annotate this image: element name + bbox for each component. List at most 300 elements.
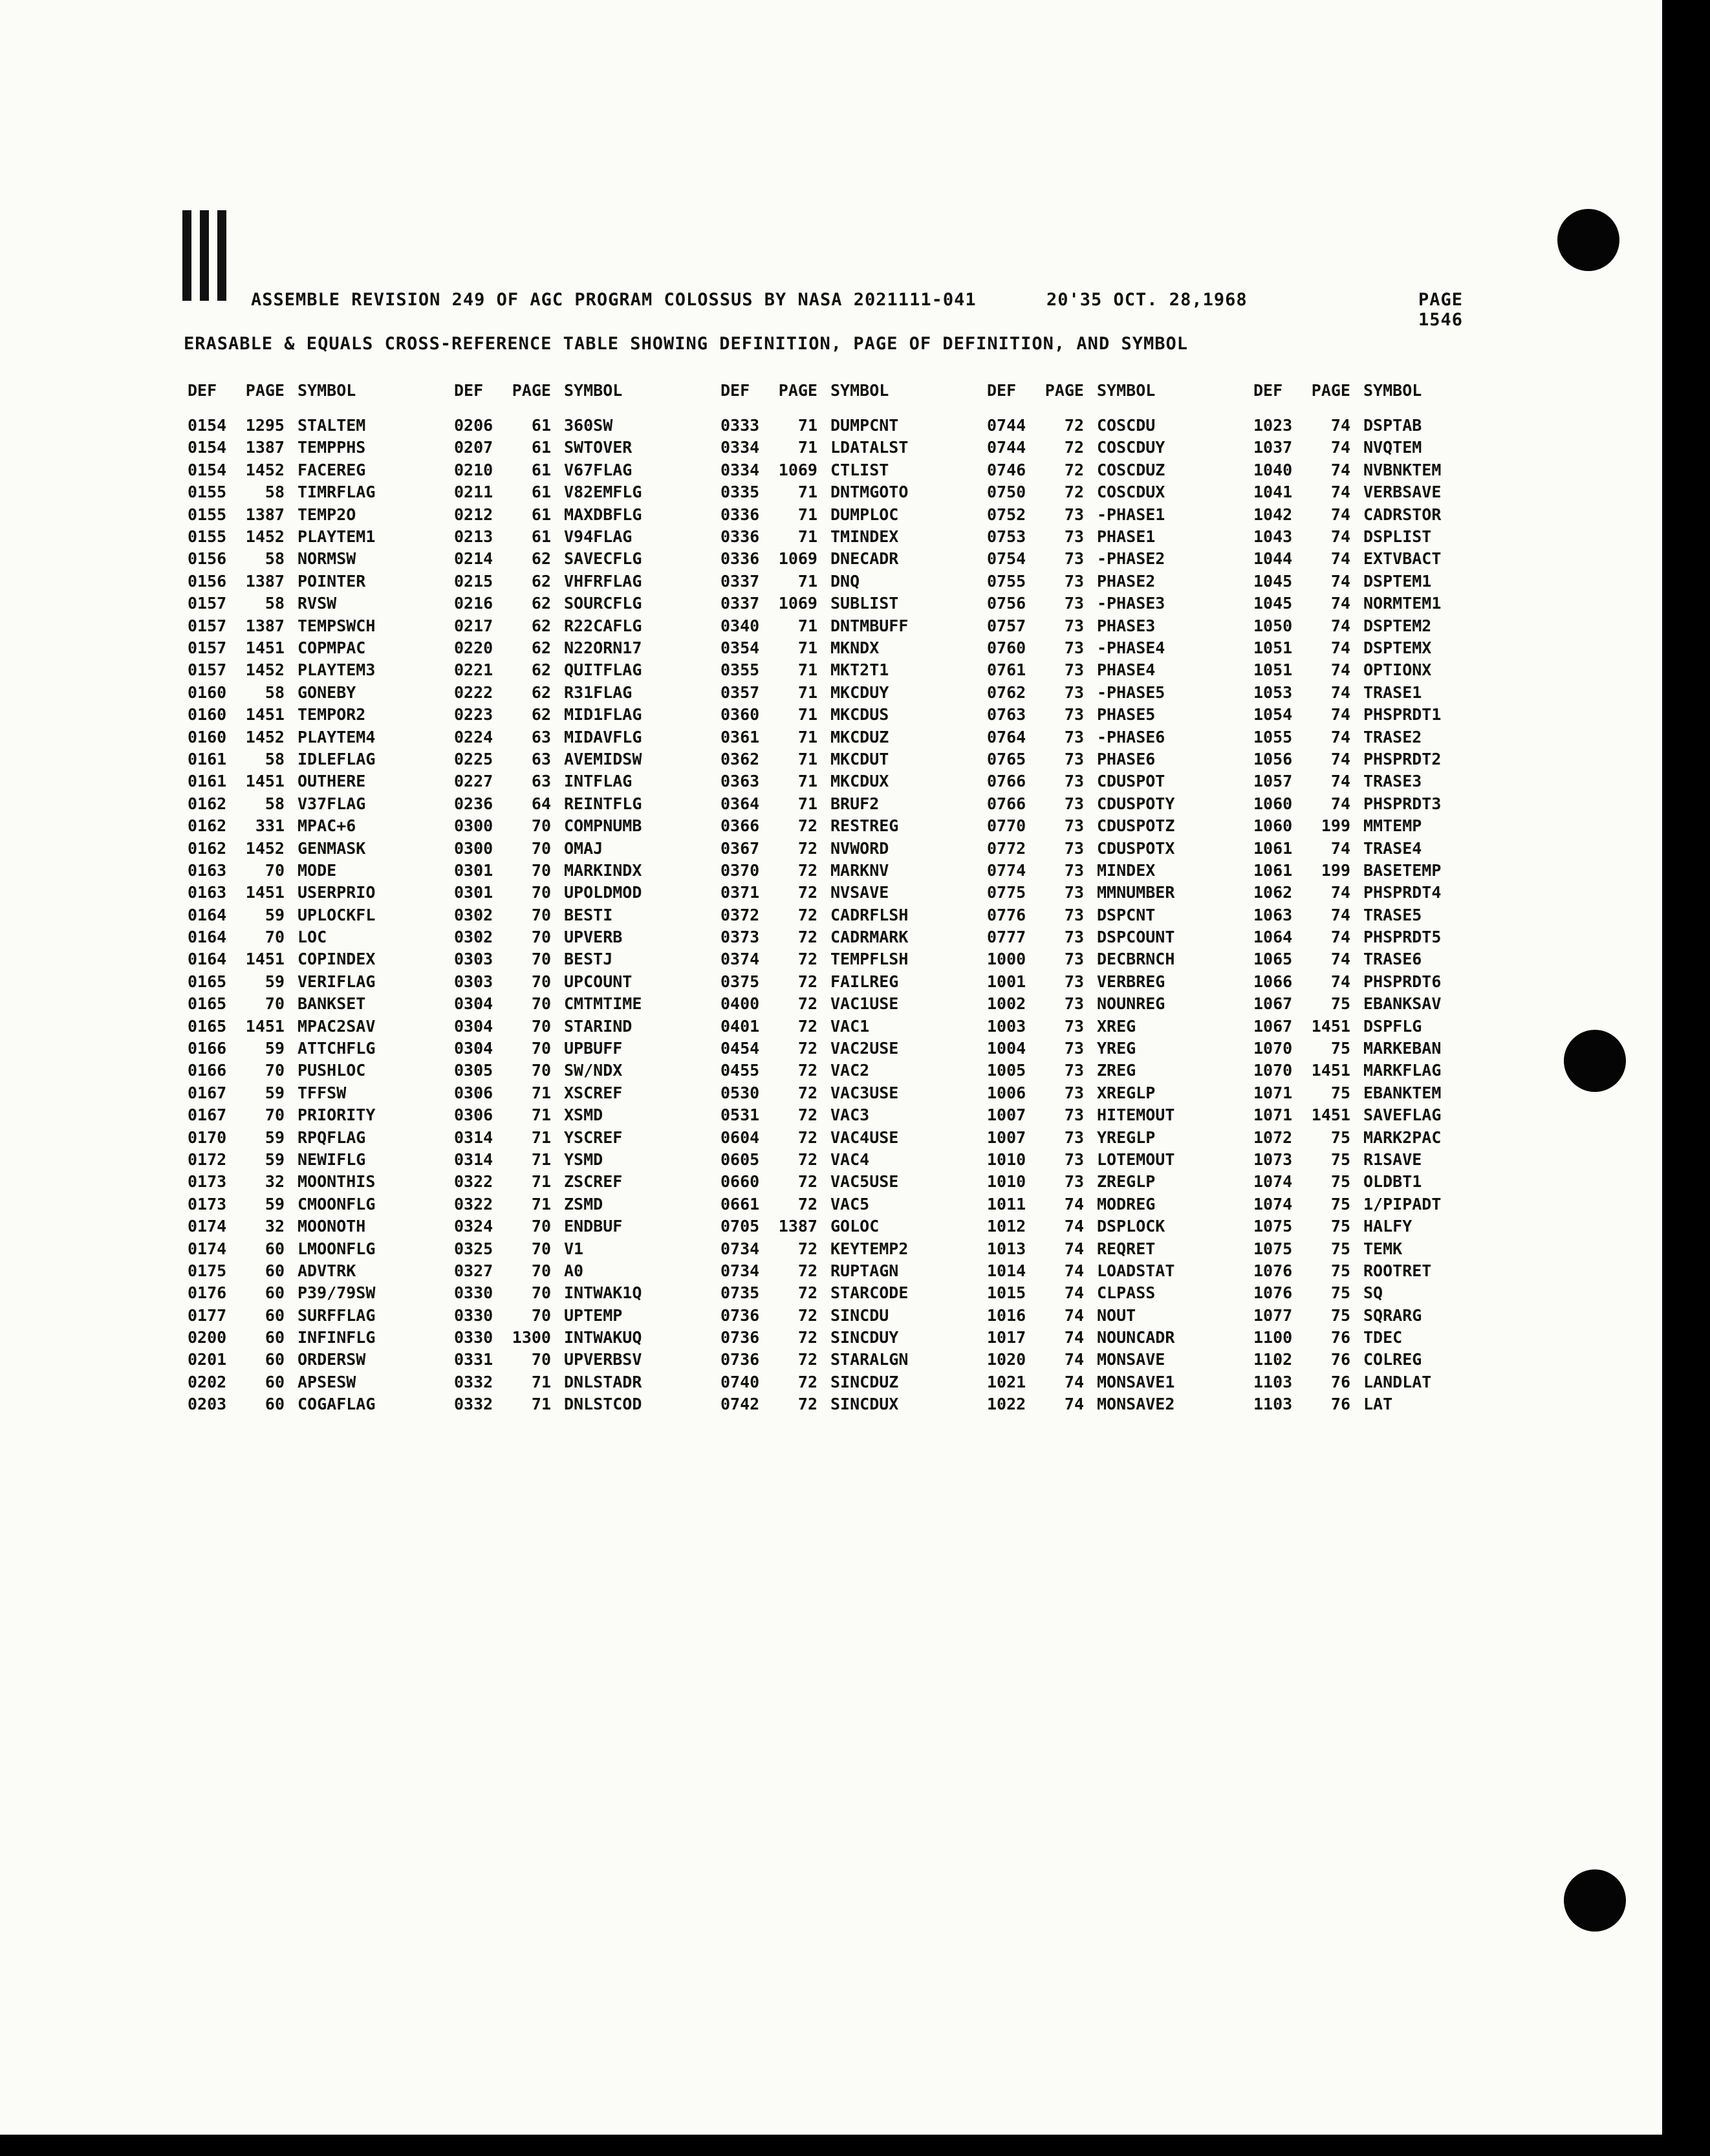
symbol-cell: TEMPPHS [298, 438, 366, 457]
def-cell: 0157 [188, 616, 227, 635]
table-row [1253, 503, 1520, 525]
def-cell: 0755 [987, 571, 1026, 591]
table-row [454, 1282, 720, 1304]
def-cell: 0354 [720, 638, 760, 657]
page-cell: 74 [1064, 1239, 1084, 1258]
symbol-cell: ATTCHFLG [298, 1039, 376, 1058]
page-cell: 72 [797, 994, 817, 1014]
page-cell: 73 [1064, 571, 1084, 591]
page-cell: 73 [1064, 860, 1084, 880]
page-cell: 63 [531, 772, 551, 791]
def-cell: 0762 [987, 682, 1026, 702]
symbol-cell: DSPTEM1 [1363, 571, 1432, 591]
table-row [454, 770, 720, 792]
def-cell: 0374 [720, 950, 760, 969]
page-cell: 72 [797, 1372, 817, 1391]
table-row [1253, 837, 1520, 859]
def-cell: 0165 [188, 972, 227, 991]
table-row [454, 414, 720, 436]
page-cell: 72 [797, 860, 817, 880]
def-cell: 0306 [454, 1083, 493, 1102]
page-cell: 62 [531, 594, 551, 613]
symbol-cell: ADVTRK [298, 1261, 356, 1280]
symbol-cell: BRUF2 [830, 794, 880, 813]
table-row [188, 570, 454, 592]
table-row [987, 1060, 1253, 1082]
page-cell: 75 [1330, 1149, 1350, 1169]
bar-mark [217, 210, 226, 301]
symbol-cell: PHSPRDT1 [1363, 705, 1442, 724]
table-row [987, 1037, 1253, 1059]
table-row [987, 882, 1253, 904]
page-cell: 59 [265, 905, 285, 924]
page-cell: 62 [531, 571, 551, 591]
def-cell: 0763 [987, 705, 1026, 724]
page-cell: 1452 [245, 838, 285, 858]
def-cell: 0163 [188, 860, 227, 880]
def-cell: 0202 [188, 1372, 227, 1391]
page-cell: 70 [531, 994, 551, 1014]
symbol-cell: PHASE6 [1097, 749, 1156, 768]
symbol-cell: CTLIST [830, 460, 889, 479]
bar-mark [182, 210, 191, 301]
def-cell: 0367 [720, 838, 760, 858]
symbol-cell: FAILREG [830, 972, 899, 991]
symbol-header: SYMBOL [830, 380, 889, 400]
def-cell: 0736 [720, 1328, 760, 1347]
table-row [1253, 615, 1520, 637]
table-row [1253, 1037, 1520, 1059]
symbol-cell: DSPTEM2 [1363, 616, 1432, 635]
table-row [1253, 1215, 1520, 1237]
symbol-cell: FACEREG [298, 460, 366, 479]
page-cell: 62 [531, 660, 551, 680]
page-cell: 76 [1330, 1350, 1350, 1369]
symbol-cell: PHASE4 [1097, 660, 1156, 680]
def-cell: 0162 [188, 794, 227, 813]
table-row [987, 437, 1253, 459]
def-cell: 0750 [987, 483, 1026, 502]
table-row [188, 1015, 454, 1037]
symbol-cell: APSESW [298, 1372, 356, 1391]
def-cell: 1067 [1253, 1016, 1293, 1036]
symbol-cell: LOADSTAT [1097, 1261, 1175, 1280]
symbol-cell: LOC [298, 928, 327, 947]
symbol-cell: NOUT [1097, 1305, 1136, 1325]
symbol-cell: YSMD [564, 1149, 603, 1169]
symbol-cell: REQRET [1097, 1239, 1156, 1258]
def-cell: 0221 [454, 660, 493, 680]
page-cell: 73 [1064, 883, 1084, 902]
def-cell: 0370 [720, 860, 760, 880]
def-cell: 1062 [1253, 883, 1293, 902]
symbol-cell: SQ [1363, 1283, 1383, 1303]
def-cell: 0531 [720, 1105, 760, 1125]
symbol-cell: ZSCREF [564, 1172, 623, 1192]
table-row [454, 748, 720, 770]
symbol-cell: BESTI [564, 905, 613, 924]
def-cell: 1060 [1253, 794, 1293, 813]
page-cell: 32 [265, 1217, 285, 1236]
page-cell: 71 [531, 1105, 551, 1125]
symbol-cell: KEYTEMP2 [830, 1239, 909, 1258]
symbol-cell: USERPRIO [298, 883, 376, 902]
page-cell: 72 [797, 838, 817, 858]
table-column [454, 379, 720, 1415]
def-cell: 0660 [720, 1172, 760, 1192]
page-header [251, 290, 1519, 330]
def-cell: 0304 [454, 994, 493, 1014]
page-cell: 61 [531, 505, 551, 524]
def-cell: 0301 [454, 883, 493, 902]
symbol-cell: COPMPAC [298, 638, 366, 657]
page-cell: 71 [797, 705, 817, 724]
symbol-cell: PUSHLOC [298, 1061, 366, 1080]
page-cell: 1451 [1311, 1105, 1350, 1125]
page-cell: 59 [265, 1194, 285, 1214]
table-row [987, 1148, 1253, 1170]
symbol-cell: SINCDU [830, 1305, 889, 1325]
def-cell: 0754 [987, 549, 1026, 569]
symbol-cell: UPVERB [564, 928, 623, 947]
page-cell: 71 [797, 638, 817, 657]
def-cell: 1070 [1253, 1039, 1293, 1058]
symbol-cell: V67FLAG [564, 460, 633, 479]
symbol-cell: PRIORITY [298, 1105, 376, 1125]
symbol-cell: N22ORN17 [564, 638, 642, 657]
symbol-cell: COGAFLAG [298, 1395, 376, 1414]
symbol-header: SYMBOL [298, 380, 356, 400]
page-cell: 74 [1330, 483, 1350, 502]
def-cell: 0164 [188, 928, 227, 947]
symbol-cell: INTWAK1Q [564, 1283, 642, 1303]
symbol-cell: INTFLAG [564, 772, 633, 791]
symbol-cell: COSCDU [1097, 416, 1156, 435]
table-row [454, 993, 720, 1015]
symbol-cell: DNTMBUFF [830, 616, 909, 635]
table-row [720, 593, 987, 615]
def-cell: 0213 [454, 527, 493, 547]
table-row [987, 859, 1253, 881]
page-cell: 74 [1330, 616, 1350, 635]
table-row [454, 792, 720, 814]
table-row [454, 548, 720, 570]
def-cell: 0734 [720, 1239, 760, 1258]
table-row [188, 659, 454, 681]
table-row [188, 926, 454, 948]
page-cell: 73 [1064, 505, 1084, 524]
page-cell: 70 [531, 1283, 551, 1303]
symbol-cell: COLREG [1363, 1350, 1422, 1369]
page-cell: 1387 [245, 505, 285, 524]
table-row [720, 1060, 987, 1082]
symbol-cell: VAC4 [830, 1149, 870, 1169]
symbol-cell: NVSAVE [830, 883, 889, 902]
table-row [188, 904, 454, 926]
table-row [1253, 726, 1520, 748]
table-row [720, 1304, 987, 1326]
page-cell: 59 [265, 1039, 285, 1058]
symbol-cell: XSCREF [564, 1083, 623, 1102]
def-cell: 1064 [1253, 928, 1293, 947]
table-row [454, 1349, 720, 1371]
symbol-cell: TRASE2 [1363, 727, 1422, 746]
symbol-cell: HITEMOUT [1097, 1105, 1175, 1125]
symbol-cell: LOTEMOUT [1097, 1149, 1175, 1169]
table-row [1253, 1104, 1520, 1126]
symbol-cell: 1/PIPADT [1363, 1194, 1442, 1214]
def-cell: 0172 [188, 1149, 227, 1169]
assembly-line: ASSEMBLE REVISION 249 OF AGC PROGRAM COLOSSUS BY NASA 2021111-041 [251, 290, 977, 310]
symbol-cell: DNECADR [830, 549, 899, 569]
page-cell: 73 [1064, 1149, 1084, 1169]
symbol-cell: CLPASS [1097, 1283, 1156, 1303]
column-header [1253, 379, 1520, 401]
symbol-cell: HALFY [1363, 1217, 1412, 1236]
page-cell: 59 [265, 1149, 285, 1169]
table-row [454, 1082, 720, 1104]
page-cell: 60 [265, 1328, 285, 1347]
page-cell: 72 [797, 1261, 817, 1280]
page-cell: 58 [265, 794, 285, 813]
def-cell: 1022 [987, 1395, 1026, 1414]
symbol-cell: NOUNREG [1097, 994, 1165, 1014]
table-row [188, 1060, 454, 1082]
symbol-cell: TEMP2O [298, 505, 356, 524]
symbol-cell: SOURCFLG [564, 594, 642, 613]
table-row [188, 1304, 454, 1326]
symbol-cell: MID1FLAG [564, 705, 642, 724]
table-row [454, 593, 720, 615]
page-cell: 73 [1064, 816, 1084, 836]
def-cell: 0214 [454, 549, 493, 569]
def-cell: 0177 [188, 1305, 227, 1325]
table-row [1253, 993, 1520, 1015]
page-cell: 199 [1321, 816, 1350, 836]
bar-mark [200, 210, 209, 301]
page-cell: 32 [265, 1172, 285, 1192]
page-cell: 1452 [245, 460, 285, 479]
symbol-cell: PLAYTEM1 [298, 527, 376, 547]
page-cell: 74 [1064, 1395, 1084, 1414]
table-row [720, 637, 987, 659]
table-row [1253, 481, 1520, 503]
page-cell: 75 [1330, 1172, 1350, 1192]
def-cell: 0337 [720, 571, 760, 591]
def-cell: 1102 [1253, 1350, 1293, 1369]
table-row [454, 1015, 720, 1037]
def-cell: 0775 [987, 883, 1026, 902]
page-cell: 73 [1064, 1127, 1084, 1147]
symbol-cell: CADRSTOR [1363, 505, 1442, 524]
page-cell: 63 [531, 749, 551, 768]
table-row [454, 837, 720, 859]
page-cell: 74 [1330, 928, 1350, 947]
table-row [454, 437, 720, 459]
page-cell: 74 [1330, 505, 1350, 524]
symbol-cell: PHASE1 [1097, 527, 1156, 547]
def-cell: 0366 [720, 816, 760, 836]
table-row [720, 1082, 987, 1104]
def-cell: 0330 [454, 1328, 493, 1347]
page-cell: 71 [797, 727, 817, 746]
page-cell: 76 [1330, 1372, 1350, 1391]
symbol-cell: CDUSPOTX [1097, 838, 1175, 858]
def-cell: 1020 [987, 1350, 1026, 1369]
def-cell: 1056 [1253, 749, 1293, 768]
table-row [188, 792, 454, 814]
symbol-cell: TEMPFLSH [830, 950, 909, 969]
page-cell: 74 [1064, 1283, 1084, 1303]
symbol-cell: CDUSPOTY [1097, 794, 1175, 813]
symbol-cell: EBANKTEM [1363, 1083, 1442, 1102]
symbol-cell: YREGLP [1097, 1127, 1156, 1147]
table-row [720, 792, 987, 814]
page-cell: 70 [531, 1261, 551, 1280]
symbol-cell: YREG [1097, 1039, 1136, 1058]
def-cell: 0373 [720, 928, 760, 947]
table-row [454, 459, 720, 481]
def-cell: 0455 [720, 1061, 760, 1080]
table-row [987, 548, 1253, 570]
table-row [188, 1126, 454, 1148]
page-cell: 62 [531, 616, 551, 635]
symbol-cell: MKCDUZ [830, 727, 889, 746]
page-cell: 61 [531, 438, 551, 457]
def-cell: 0330 [454, 1305, 493, 1325]
table-row [720, 814, 987, 836]
table-row [720, 837, 987, 859]
table-row [454, 882, 720, 904]
def-cell: 0161 [188, 772, 227, 791]
symbol-cell: MMNUMBER [1097, 883, 1175, 902]
table-row [1253, 593, 1520, 615]
table-row [454, 1237, 720, 1259]
column-header [454, 379, 720, 401]
symbol-cell: MONSAVE2 [1097, 1395, 1175, 1414]
table-row [454, 1371, 720, 1393]
page-cell: 70 [265, 994, 285, 1014]
page-cell: 58 [265, 682, 285, 702]
def-cell: 1055 [1253, 727, 1293, 746]
page-cell: 70 [531, 972, 551, 991]
def-cell: 0217 [454, 616, 493, 635]
table-row [188, 837, 454, 859]
table-row [188, 770, 454, 792]
def-cell: 0302 [454, 905, 493, 924]
table-row [1253, 748, 1520, 770]
def-header: DEF [454, 380, 484, 400]
def-cell: 0156 [188, 549, 227, 569]
page-cell: 62 [531, 682, 551, 702]
def-cell: 1015 [987, 1283, 1026, 1303]
page-cell: 72 [797, 816, 817, 836]
page-cell: 72 [1064, 416, 1084, 435]
page-cell: 71 [797, 660, 817, 680]
symbol-cell: IDLEFLAG [298, 749, 376, 768]
def-cell: 0305 [454, 1061, 493, 1080]
symbol-cell: MINDEX [1097, 860, 1156, 880]
def-cell: 1074 [1253, 1194, 1293, 1214]
def-cell: 0530 [720, 1083, 760, 1102]
table-row [720, 926, 987, 948]
symbol-cell: MKCDUT [830, 749, 889, 768]
def-cell: 0736 [720, 1350, 760, 1369]
def-cell: 0742 [720, 1395, 760, 1414]
def-cell: 0322 [454, 1194, 493, 1214]
page-cell: 75 [1330, 1194, 1350, 1214]
def-cell: 1060 [1253, 816, 1293, 836]
table-row [1253, 1171, 1520, 1193]
symbol-cell: ZREG [1097, 1061, 1136, 1080]
symbol-cell: -PHASE6 [1097, 727, 1165, 746]
table-row [454, 1148, 720, 1170]
def-cell: 1001 [987, 972, 1026, 991]
page-cell: 72 [797, 1172, 817, 1192]
def-cell: 0166 [188, 1061, 227, 1080]
page-cell: 70 [531, 1016, 551, 1036]
page-cell: 61 [531, 483, 551, 502]
table-column [188, 379, 454, 1415]
table-row [454, 1171, 720, 1193]
def-cell: 0605 [720, 1149, 760, 1169]
symbol-cell: INTWAKUQ [564, 1328, 642, 1347]
symbol-header: SYMBOL [564, 380, 623, 400]
def-cell: 1011 [987, 1194, 1026, 1214]
def-cell: 1061 [1253, 860, 1293, 880]
table-row [987, 681, 1253, 703]
def-cell: 0173 [188, 1194, 227, 1214]
symbol-cell: BANKSET [298, 994, 366, 1014]
page-cell: 70 [531, 838, 551, 858]
table-row [987, 1126, 1253, 1148]
def-header: DEF [188, 380, 217, 400]
table-row [987, 1171, 1253, 1193]
symbol-cell: V94FLAG [564, 527, 633, 547]
table-row [454, 681, 720, 703]
symbol-cell: MODREG [1097, 1194, 1156, 1214]
def-cell: 0156 [188, 571, 227, 591]
def-cell: 0753 [987, 527, 1026, 547]
page-cell: 74 [1330, 838, 1350, 858]
page-cell: 74 [1330, 772, 1350, 791]
symbol-cell: TFFSW [298, 1083, 347, 1102]
table-row [987, 659, 1253, 681]
def-cell: 1072 [1253, 1127, 1293, 1147]
symbol-cell: LANDLAT [1363, 1372, 1432, 1391]
def-cell: 0314 [454, 1127, 493, 1147]
table-row [720, 1215, 987, 1237]
table-row [188, 525, 454, 547]
symbol-cell: PHSPRDT3 [1363, 794, 1442, 813]
page-cell: 1451 [245, 950, 285, 969]
symbol-cell: NORMTEM1 [1363, 594, 1442, 613]
table-row [1253, 792, 1520, 814]
symbol-cell: OUTHERE [298, 772, 366, 791]
page-cell: 73 [1064, 950, 1084, 969]
symbol-cell: UPCOUNT [564, 972, 633, 991]
page-cell: 71 [531, 1083, 551, 1102]
page-cell: 71 [531, 1172, 551, 1192]
def-cell: 1007 [987, 1127, 1026, 1147]
def-cell: 0744 [987, 416, 1026, 435]
def-cell: 0705 [720, 1217, 760, 1236]
symbol-cell: QUITFLAG [564, 660, 642, 680]
symbol-cell: TRASE1 [1363, 682, 1422, 702]
page-cell: 71 [531, 1194, 551, 1214]
page-cell: 74 [1330, 905, 1350, 924]
table-row [188, 703, 454, 725]
